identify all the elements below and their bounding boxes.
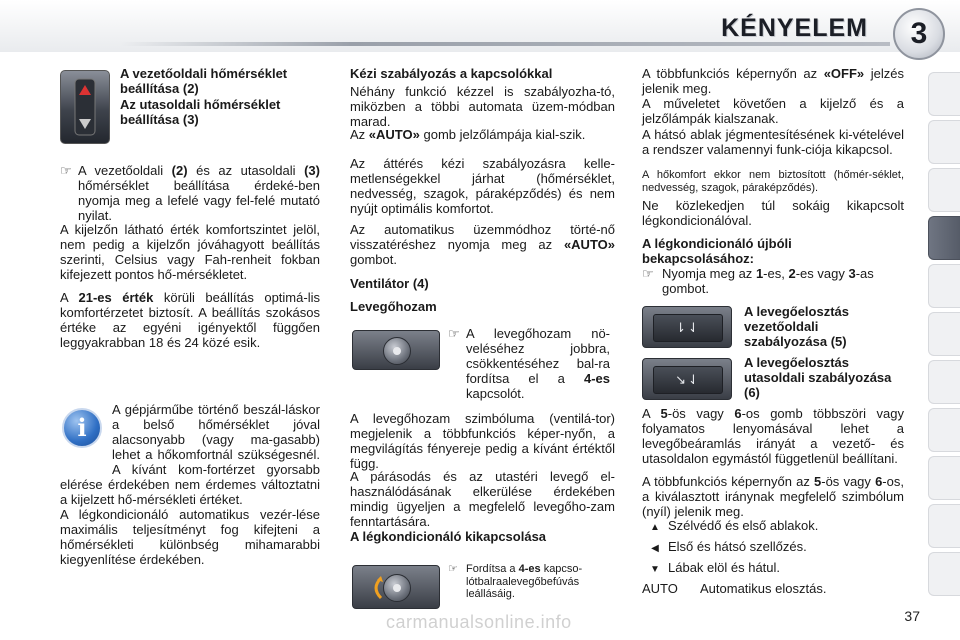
- chapter-number-badge: [893, 8, 945, 60]
- distribution-paragraph: [642, 406, 904, 466]
- side-tab-current[interactable]: [928, 216, 960, 260]
- symbol-text-2: -ös vagy: [821, 474, 871, 489]
- ac-on-text-1: Nyomja meg az: [662, 266, 753, 281]
- passenger-distribution-button-photo: [642, 358, 732, 400]
- list-item: [642, 518, 904, 539]
- heading-airflow: Levegőhozam: [350, 299, 437, 314]
- list-item-label: Első és hátsó szellőzés.: [668, 539, 807, 554]
- airflow-advice-paragraph: A párásodás és az utastéri levegő el-használódásának elkerülése érdekében mindig ügyeljen a megfelelő levegőho-zam fenntartására.: [350, 469, 615, 530]
- symbol-bold-1: 5: [814, 474, 822, 489]
- temp-bullet-text-1: A vezetőoldali: [78, 163, 164, 178]
- arrow-up-icon: ▲: [650, 522, 660, 533]
- fan-symbol-paragraph: A levegőhozam szimbóluma (ventilá-tor) megjelenik a többfunkciós képer-nyőn, a megvilágítás fényereje pedig a kívánt értéktől függ.: [350, 411, 615, 472]
- distribution-text-3: -os gomb többszöri vagy folyamatos lenyomásával lehet a levegőbeáramlás irányát a vezető- és utasoldalon egymástól függetlenül beállítani.: [642, 406, 904, 467]
- return-auto-text-2: gombot.: [350, 252, 397, 268]
- fan-bullet-bold: 4-es: [583, 371, 610, 387]
- auto-light-bold: «AUTO»: [368, 127, 420, 142]
- list-item: [642, 560, 904, 581]
- optimum-bold: 21-es érték: [78, 290, 154, 305]
- distribution-bold-2: 6: [734, 406, 742, 421]
- caption-passenger-temp: Az utasoldali hőmérséklet beállítása (3): [120, 97, 281, 128]
- info-icon: i: [62, 408, 102, 448]
- caption-passenger-distribution: A levegőelosztás utasoldali szabályozása (6): [744, 355, 892, 401]
- off-bullet-bold: 4-es: [518, 563, 541, 575]
- temp-bullet-text-2: és az utasoldali: [196, 163, 296, 178]
- temp-bullet-bold-2: (3): [304, 163, 320, 178]
- symbol-paragraph: [642, 474, 904, 519]
- ac-on-text-4: -as gombot.: [662, 266, 874, 297]
- passenger-distribution-button-icon: ↘⇃: [653, 366, 723, 394]
- off-display-text-2: jelzés jelenik meg.: [642, 66, 904, 97]
- functions-off-paragraph: A hátsó ablak jégmentesítésének ki-vételével a rendszer valamennyi funk-ciója kikapcsol.: [642, 127, 904, 158]
- list-item-label: Szélvédő és első ablakok.: [668, 518, 819, 533]
- fan-knob-off-icon: [383, 574, 411, 602]
- temperature-arrows-icon: [61, 71, 109, 143]
- pointer-icon: ☞: [448, 563, 458, 575]
- off-display-paragraph: [642, 66, 904, 96]
- ac-on-bold-3: 3: [848, 266, 856, 281]
- ac-on-bold-1: 1: [755, 266, 764, 281]
- info-paragraph-2: A légkondicionáló automatikus vezér-lése maximális teljesítményt fog kifejteni a hőmérsékleti különbség mihamarabbi kiegyenlítése érdekében.: [60, 507, 320, 568]
- drive-advice-paragraph: Ne közlekedjen túl sokáig kikapcsolt légkondicionálóval.: [642, 198, 904, 229]
- symbol-text-3: -os, a kiválasztott iránynak megfelelő szimbólum (nyíl) jelenik meg.: [642, 474, 904, 520]
- lights-off-paragraph: A műveletet követően a kijelző és a jelzőlámpák kialszanak.: [642, 96, 904, 127]
- temperature-switch-photo: [60, 70, 110, 144]
- temp-bullet-text-3: hőmérséklet beállítása érdeké-ben nyomja meg a lefelé vagy fel-felé mutató nyilat.: [78, 178, 320, 224]
- caption-driver-temp: A vezetőoldali hőmérséklet beállítása (2): [120, 66, 288, 97]
- heading-fan: Ventilátor (4): [350, 276, 429, 291]
- page-number: 37: [904, 608, 920, 624]
- side-tab-10[interactable]: [928, 504, 960, 548]
- watermark: carmanualsonline.info: [386, 612, 572, 632]
- distribution-text-1: A: [642, 406, 650, 421]
- fan-knob-icon: [383, 337, 411, 365]
- distribution-list: [642, 518, 904, 602]
- info-text-1: A gépjárműbe történő beszál-láskor a belső hőmérséklet jóval alacsonyabb (vagy ma-gasabb) lehet a hőkomfortnál szükségesnél. A kívánt kom-fortérzet gyorsabb elérése érdekében nem érdemes változtatni a kijelzett hő-mérsékleti értéket.: [60, 402, 320, 508]
- chapter-number: 3: [910, 16, 928, 50]
- list-item: [642, 539, 904, 560]
- optimum-text-2: körüli beállítás optimá-lis komfortérzetet biztosít. A beállítás szokásos értéke az egyéni igényektől függően leggyakrabban 18 és 24 közé esik.: [60, 290, 320, 351]
- return-auto-bold: «AUTO»: [563, 237, 615, 253]
- arrow-left-icon: ◀: [651, 543, 659, 554]
- side-tab-6[interactable]: [928, 312, 960, 356]
- optimum-paragraph: [60, 290, 320, 350]
- ac-on-bold-2: 2: [788, 266, 796, 281]
- heading-ac-off: A légkondicionáló kikapcsolása: [350, 529, 547, 544]
- pointer-icon: ☞: [642, 266, 654, 281]
- side-tab-11[interactable]: [928, 552, 960, 596]
- ac-on-text-2: -es,: [763, 266, 785, 281]
- return-auto-text-1: Az automatikus üzemmódhoz törté-nő visszatéréshez nyomja meg az: [350, 222, 615, 253]
- list-item-label: Lábak elöl és hátul.: [668, 560, 781, 575]
- fan-bullet-text-2: kapcsolót.: [466, 386, 525, 402]
- side-tab-5[interactable]: [928, 264, 960, 308]
- temp-bullet: [60, 163, 320, 223]
- auto-light-text-1: Az: [350, 127, 366, 142]
- side-tab-1[interactable]: [928, 72, 960, 116]
- off-bullet-text-2: kapcso-lótbalraalevegőbefúvás leállásáig.: [466, 563, 583, 601]
- fan-bullet-text-1: A levegőhozam nö-veléséhez jobbra, csökkentéséhez bal-ra fordítsa el a: [466, 326, 610, 387]
- side-tab-9[interactable]: [928, 456, 960, 500]
- pointer-icon: ☞: [448, 326, 460, 341]
- heading-manual: Kézi szabályozás a kapcsolókkal: [350, 66, 553, 81]
- info-float-spacer: [60, 402, 112, 468]
- distribution-bold-1: 5: [660, 406, 668, 421]
- driver-distribution-button-icon: ⇂⇃: [653, 314, 723, 342]
- info-paragraph-1: [60, 402, 320, 508]
- manual-paragraph: Néhány funkció kézzel is szabályozha-tó, miközben a többi automata üzem-módban marad.: [350, 84, 615, 130]
- side-tab-3[interactable]: [928, 168, 960, 212]
- optimum-text-1: A: [60, 290, 68, 305]
- fan-bullet: [448, 326, 610, 401]
- side-tab-7[interactable]: [928, 360, 960, 404]
- distribution-text-2: -ös vagy: [667, 406, 724, 421]
- heading-ac-on: A légkondicionáló újbóli bekapcsolásához:: [642, 236, 792, 267]
- rotate-left-arrow-icon: [369, 576, 383, 600]
- side-tab-2[interactable]: [928, 120, 960, 164]
- off-bullet-text-1: Fordítsa a: [466, 563, 516, 575]
- symbol-bold-2: 6: [875, 474, 883, 489]
- temp-bullet-bold-1: (2): [171, 163, 188, 178]
- fan-knob-photo: [352, 330, 440, 370]
- list-item-label: Automatikus elosztás.: [700, 581, 827, 596]
- ac-on-bullet: [642, 266, 904, 296]
- side-tab-8[interactable]: [928, 408, 960, 452]
- pointer-icon: ☞: [60, 163, 72, 178]
- caption-driver-distribution: A levegőelosztás vezetőoldali szabályozása (5): [744, 304, 850, 350]
- list-item: [642, 581, 904, 602]
- off-display-bold: «OFF»: [823, 66, 865, 81]
- arrow-down-icon: ▼: [650, 564, 660, 575]
- fan-knob-off-photo: [352, 565, 440, 609]
- ac-on-text-3: -es vagy: [795, 266, 845, 281]
- auto-light-text-2: gomb jelzőlámpája kial-szik.: [423, 127, 586, 142]
- comfort-note-paragraph: A hőkomfort ekkor nem biztosított (hőmér-séklet, nedvesség, szagok, páraképződés).: [642, 169, 904, 194]
- auto-light-paragraph: [350, 127, 615, 142]
- manual-warning-paragraph: Az áttérés kézi szabályozásra kelle-metlenségekkel járhat (hőmérséklet, nedvesség, szagok, páraképződés) és nem nyújt optimális komfortot.: [350, 156, 615, 217]
- symbol-text-1: A többfunkciós képernyőn az: [642, 474, 810, 489]
- chapter-title: KÉNYELEM: [721, 14, 868, 42]
- auto-key: AUTO: [642, 581, 678, 596]
- driver-distribution-button-photo: [642, 306, 732, 348]
- comfort-paragraph: A kijelzőn látható érték komfortszintet jelöl, nem pedig a kijelzőn jóváhagyott beállítás szerinti, Celsius vagy Fah-renheit fokban kifejezett pontos hő-mérsékletet.: [60, 222, 320, 283]
- return-auto-paragraph: [350, 222, 615, 267]
- off-display-text-1: A többfunkciós képernyőn az: [642, 66, 818, 81]
- off-bullet: [448, 563, 610, 601]
